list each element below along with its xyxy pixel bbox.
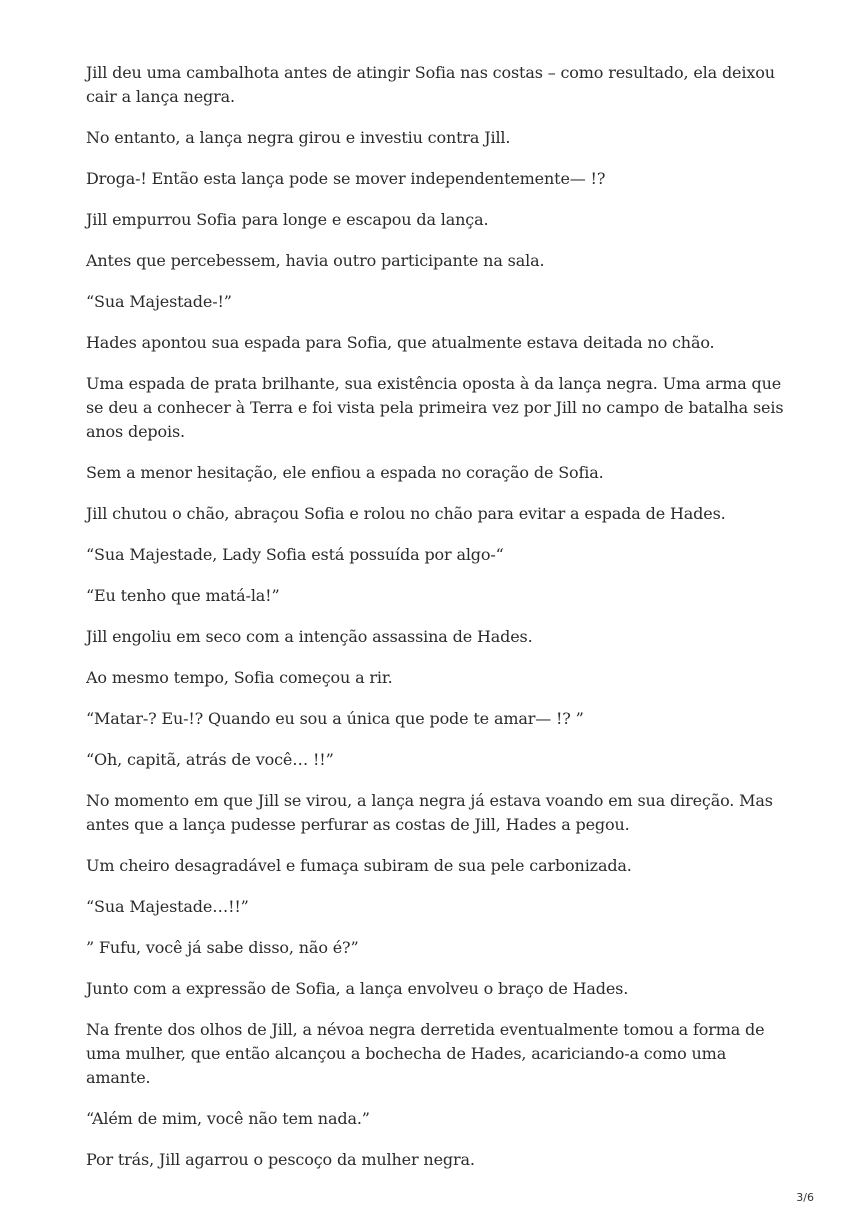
paragraph: No entanto, a lança negra girou e investiu contra Jill.: [86, 128, 511, 147]
paragraph: Por trás, Jill agarrou o pescoço da mulher negra.: [86, 1150, 475, 1169]
paragraph: Na frente dos olhos de Jill, a névoa negra derretida eventualmente tomou a forma de uma mulher, que então alcançou a bochecha de Hades, acariciando-a como uma amante.: [86, 1020, 765, 1087]
paragraph: Jill deu uma cambalhota antes de atingir Sofia nas costas – como resultado, ela deixou cair a lança negra.: [86, 63, 775, 106]
paragraph: No momento em que Jill se virou, a lança negra já estava voando em sua direção. Mas antes que a lança pudesse perfurar as costas de Jill, Hades a pegou.: [86, 791, 773, 834]
paragraph: “Matar-? Eu-!? Quando eu sou a única que pode te amar— !? ”: [86, 709, 584, 728]
paragraph: Antes que percebessem, havia outro participante na sala.: [86, 251, 545, 270]
paragraph: Um cheiro desagradável e fumaça subiram de sua pele carbonizada.: [86, 856, 632, 875]
paragraph: Junto com a expressão de Sofia, a lança envolveu o braço de Hades.: [86, 979, 629, 998]
paragraph: “Sua Majestade, Lady Sofia está possuída por algo-“: [86, 545, 504, 564]
paragraph: Droga-! Então esta lança pode se mover independentemente— !?: [86, 169, 606, 188]
paragraph: Sem a menor hesitação, ele enfiou a espada no coração de Sofia.: [86, 463, 604, 482]
document-body: [86, 61, 786, 1189]
paragraph: Jill empurrou Sofia para longe e escapou da lança.: [86, 210, 489, 229]
paragraph: Uma espada de prata brilhante, sua existência oposta à da lança negra. Uma arma que se deu a conhecer à Terra e foi vista pela primeira vez por Jill no campo de batalha seis anos depois.: [86, 374, 784, 441]
paragraph: Hades apontou sua espada para Sofia, que atualmente estava deitada no chão.: [86, 333, 715, 352]
page-number: 3/6: [796, 1191, 814, 1204]
paragraph: Ao mesmo tempo, Sofia começou a rir.: [86, 668, 393, 687]
paragraph: “Sua Majestade…!!”: [86, 897, 249, 916]
paragraph: “Sua Majestade-!”: [86, 292, 232, 311]
paragraph: “Além de mim, você não tem nada.”: [86, 1109, 370, 1128]
paragraph: “Eu tenho que matá-la!”: [86, 586, 280, 605]
paragraph: Jill chutou o chão, abraçou Sofia e rolou no chão para evitar a espada de Hades.: [86, 504, 726, 523]
paragraph: “Oh, capitã, atrás de você… !!”: [86, 750, 334, 769]
paragraph: ” Fufu, você já sabe disso, não é?”: [86, 938, 359, 957]
paragraph: Jill engoliu em seco com a intenção assassina de Hades.: [86, 627, 533, 646]
